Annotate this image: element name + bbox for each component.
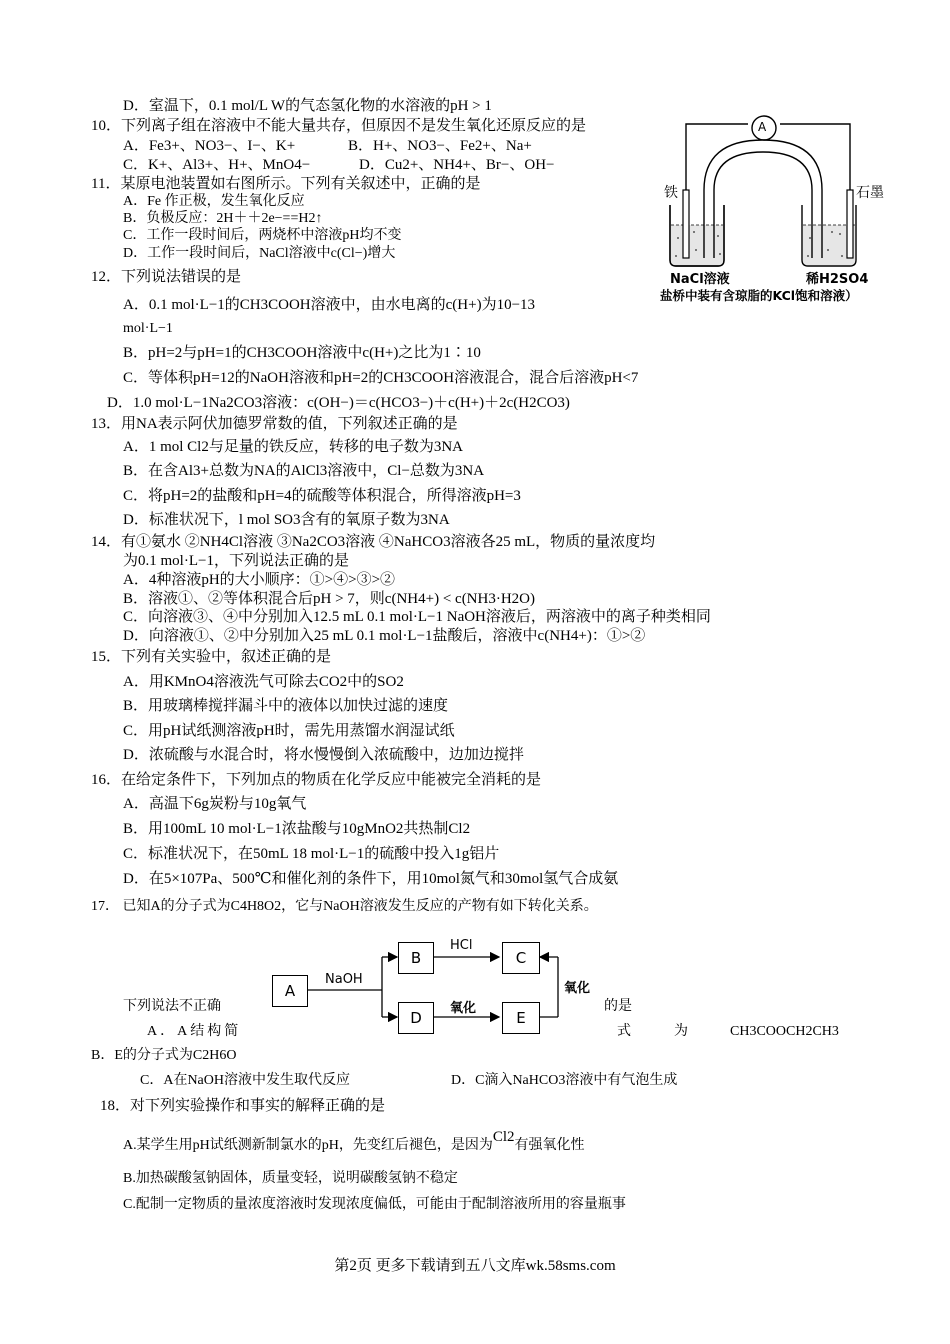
q18-option-b: B.加热碳酸氢钠固体，质量变轻，说明碳酸氢钠不稳定: [123, 1171, 458, 1186]
q18-option-a-text-2: 有强氧化性: [514, 1138, 585, 1153]
q16-option-d: D．在5×107Pa、500℃和催化剂的条件下，用10mol氮气和30mol氢气合成氨: [123, 871, 619, 887]
q12-stem: 12．下列说法错误的是: [91, 269, 242, 285]
left-solution-label: NaCl溶液: [670, 272, 730, 287]
q13-option-c: C．将pH=2的盐酸和pH=4的硫酸等体积混合，所得溶液pH=3: [123, 488, 521, 504]
q17-lead-2: 的是: [604, 999, 632, 1014]
q17-option-c: C．A在NaOH溶液中发生取代反应: [140, 1073, 350, 1088]
scheme-oxidation-label-2: 氧化: [564, 981, 591, 996]
q12-option-c: C．等体积pH=12的NaOH溶液和pH=2的CH3COOH溶液混合，混合后溶液pH<7: [123, 370, 639, 386]
q14-stem-2: 为0.1 mol·L−1，下列说法正确的是: [123, 553, 349, 569]
q17-option-a-part2: 式: [617, 1024, 631, 1039]
q18-option-a-text-1: A.某学生用pH试纸测新制氯水的pH，先变红后褪色，是因为: [123, 1138, 493, 1153]
q10-option-d: D．Cu2+、NH4+、Br−、OH−: [359, 157, 555, 173]
q18-option-a: [123, 1129, 585, 1155]
q13-option-a: A．1 mol Cl2与足量的铁反应，转移的电子数为3NA: [123, 439, 464, 455]
q10-option-c: C．K+、Al3+、H+、MnO4−: [123, 157, 311, 173]
scheme-node-b: B: [398, 942, 434, 974]
q10-stem: 10．下列离子组在溶液中不能大量共存，但原因不是发生氧化还原反应的是: [91, 118, 587, 134]
q16-option-a: A．高温下6g炭粉与10g氧气: [123, 796, 307, 812]
q15-option-a: A．用KMnO4溶液洗气可除去CO2中的SO2: [123, 674, 404, 690]
q17-option-b: B．E的分子式为C2H6O: [91, 1048, 237, 1063]
q9-option-d-text: D．室温下，0.1 mol/L W的气态氢化物的水溶液的pH > 1: [123, 98, 492, 114]
q15-stem: 15．下列有关实验中，叙述正确的是: [91, 649, 332, 665]
q9-option-d: [123, 97, 492, 115]
scheme-oxidation-label-1: 氧化: [450, 1001, 477, 1016]
q17-option-a-part3: 为: [674, 1024, 688, 1039]
q10-option-a: A．Fe3+、NO3−、I−、K+: [123, 138, 296, 154]
q11-option-c: C．工作一段时间后，两烧杯中溶液pH均不变: [123, 228, 402, 243]
q17-option-a-part4: CH3COOCH2CH3: [730, 1024, 839, 1039]
q18-option-c: C.配制一定物质的量浓度溶液时发现浓度偏低，可能由于配制溶液所用的容量瓶事: [123, 1197, 626, 1212]
q17-lead: 下列说法不正确: [123, 999, 221, 1014]
scheme-node-d: D: [398, 1002, 434, 1034]
cell-caption: 盐桥中装有含琼脂的KCl饱和溶液）: [660, 288, 858, 303]
q13-stem: 13．用NA表示阿伏加德罗常数的值，下列叙述正确的是: [91, 416, 458, 432]
page-footer: 第2页 更多下载请到五八文库wk.58sms.com: [334, 1258, 616, 1274]
left-electrode-label: 铁: [664, 185, 678, 201]
galvanic-cell-figure: [656, 110, 908, 305]
scheme-node-e: E: [502, 1002, 540, 1034]
q12-option-d: D．1.0 mol·L−1Na2CO3溶液：c(OH−)＝c(HCO3−)＋c(H+)＋2c(H2CO3): [107, 395, 570, 411]
q15-option-b: B．用玻璃棒搅拌漏斗中的液体以加快过滤的速度: [123, 698, 449, 714]
q12-option-b: B．pH=2与pH=1的CH3COOH溶液中c(H+)之比为1∶10: [123, 345, 481, 361]
q17-option-a-part1: A．A结构简: [147, 1024, 242, 1039]
q11-option-a: A．Fe 作正极，发生氧化反应: [123, 194, 305, 209]
q17-scheme-arrows: [270, 935, 610, 1035]
right-electrode-label: 石墨: [856, 185, 884, 201]
q16-option-b: B．用100mL 10 mol·L−1浓盐酸与10gMnO2共热制Cl2: [123, 821, 471, 837]
q17-option-d: D．C滴入NaHCO3溶液中有气泡生成: [451, 1073, 678, 1088]
q14-option-b: B．溶液①、②等体积混合后pH > 7，则c(NH4+) < c(NH3·H2O): [123, 591, 536, 607]
q15-option-c: C．用pH试纸测溶液pH时，需先用蒸馏水润湿试纸: [123, 723, 455, 739]
q15-option-d: D．浓硫酸与水混合时，将水慢慢倒入浓硫酸中，边加边搅拌: [123, 747, 524, 763]
q11-option-b: B．负极反应：2H＋＋2e−==H2↑: [123, 211, 323, 226]
q14-option-a: A．4种溶液pH的大小顺序：①>④>③>②: [123, 572, 396, 588]
scheme-naoh-label: NaOH: [325, 972, 363, 987]
q14-option-d: D．向溶液①、②中分别加入25 mL 0.1 mol·L−1盐酸后，溶液中c(NH4+)：①>②: [123, 628, 646, 644]
q12-option-a: A．0.1 mol·L−1的CH3COOH溶液中，由水电离的c(H+)为10−13: [123, 297, 536, 313]
q16-option-c: C．标准状况下，在50mL 18 mol·L−1的硫酸中投入1g铝片: [123, 846, 500, 862]
ammeter-label: A: [758, 120, 767, 134]
q13-option-d: D．标准状况下，l mol SO3含有的氧原子数为3NA: [123, 512, 450, 528]
q17-reaction-scheme: [270, 935, 610, 1035]
q17-stem: 17． 已知A的分子式为C4H8O2，它与NaOH溶液发生反应的产物有如下转化关系。: [91, 899, 598, 914]
scheme-node-a: A: [272, 975, 308, 1007]
q12-option-a-unit: mol·L−1: [123, 321, 173, 336]
scheme-hcl-label: HCl: [450, 938, 473, 953]
q14-option-c: C．向溶液③、④中分别加入12.5 mL 0.1 mol·L−1 NaOH溶液后，两溶液中的离子种类相同: [123, 609, 711, 625]
q18-stem: 18．对下列实验操作和事实的解释正确的是: [100, 1098, 386, 1114]
q16-stem: 16．在给定条件下，下列加点的物质在化学反应中能被完全消耗的是: [91, 772, 542, 788]
q11-option-d: D．工作一段时间后，NaCl溶液中c(Cl−)增大: [123, 246, 396, 261]
q11-stem: 11．某原电池装置如右图所示。下列有关叙述中，正确的是: [91, 176, 481, 192]
right-solution-label: 稀H2SO4: [806, 272, 869, 287]
q14-stem: 14．有①氨水 ②NH4Cl溶液 ③Na2CO3溶液 ④NaHCO3溶液各25 mL，物质的量浓度均: [91, 534, 656, 550]
q13-option-b: B．在含Al3+总数为NA的AlCl3溶液中，Cl−总数为3NA: [123, 463, 485, 479]
scheme-node-c: C: [502, 942, 540, 974]
q18-option-a-cl2: Cl2: [492, 1129, 515, 1145]
q10-option-b: B．H+、NO3−、Fe2+、Na+: [348, 138, 532, 154]
